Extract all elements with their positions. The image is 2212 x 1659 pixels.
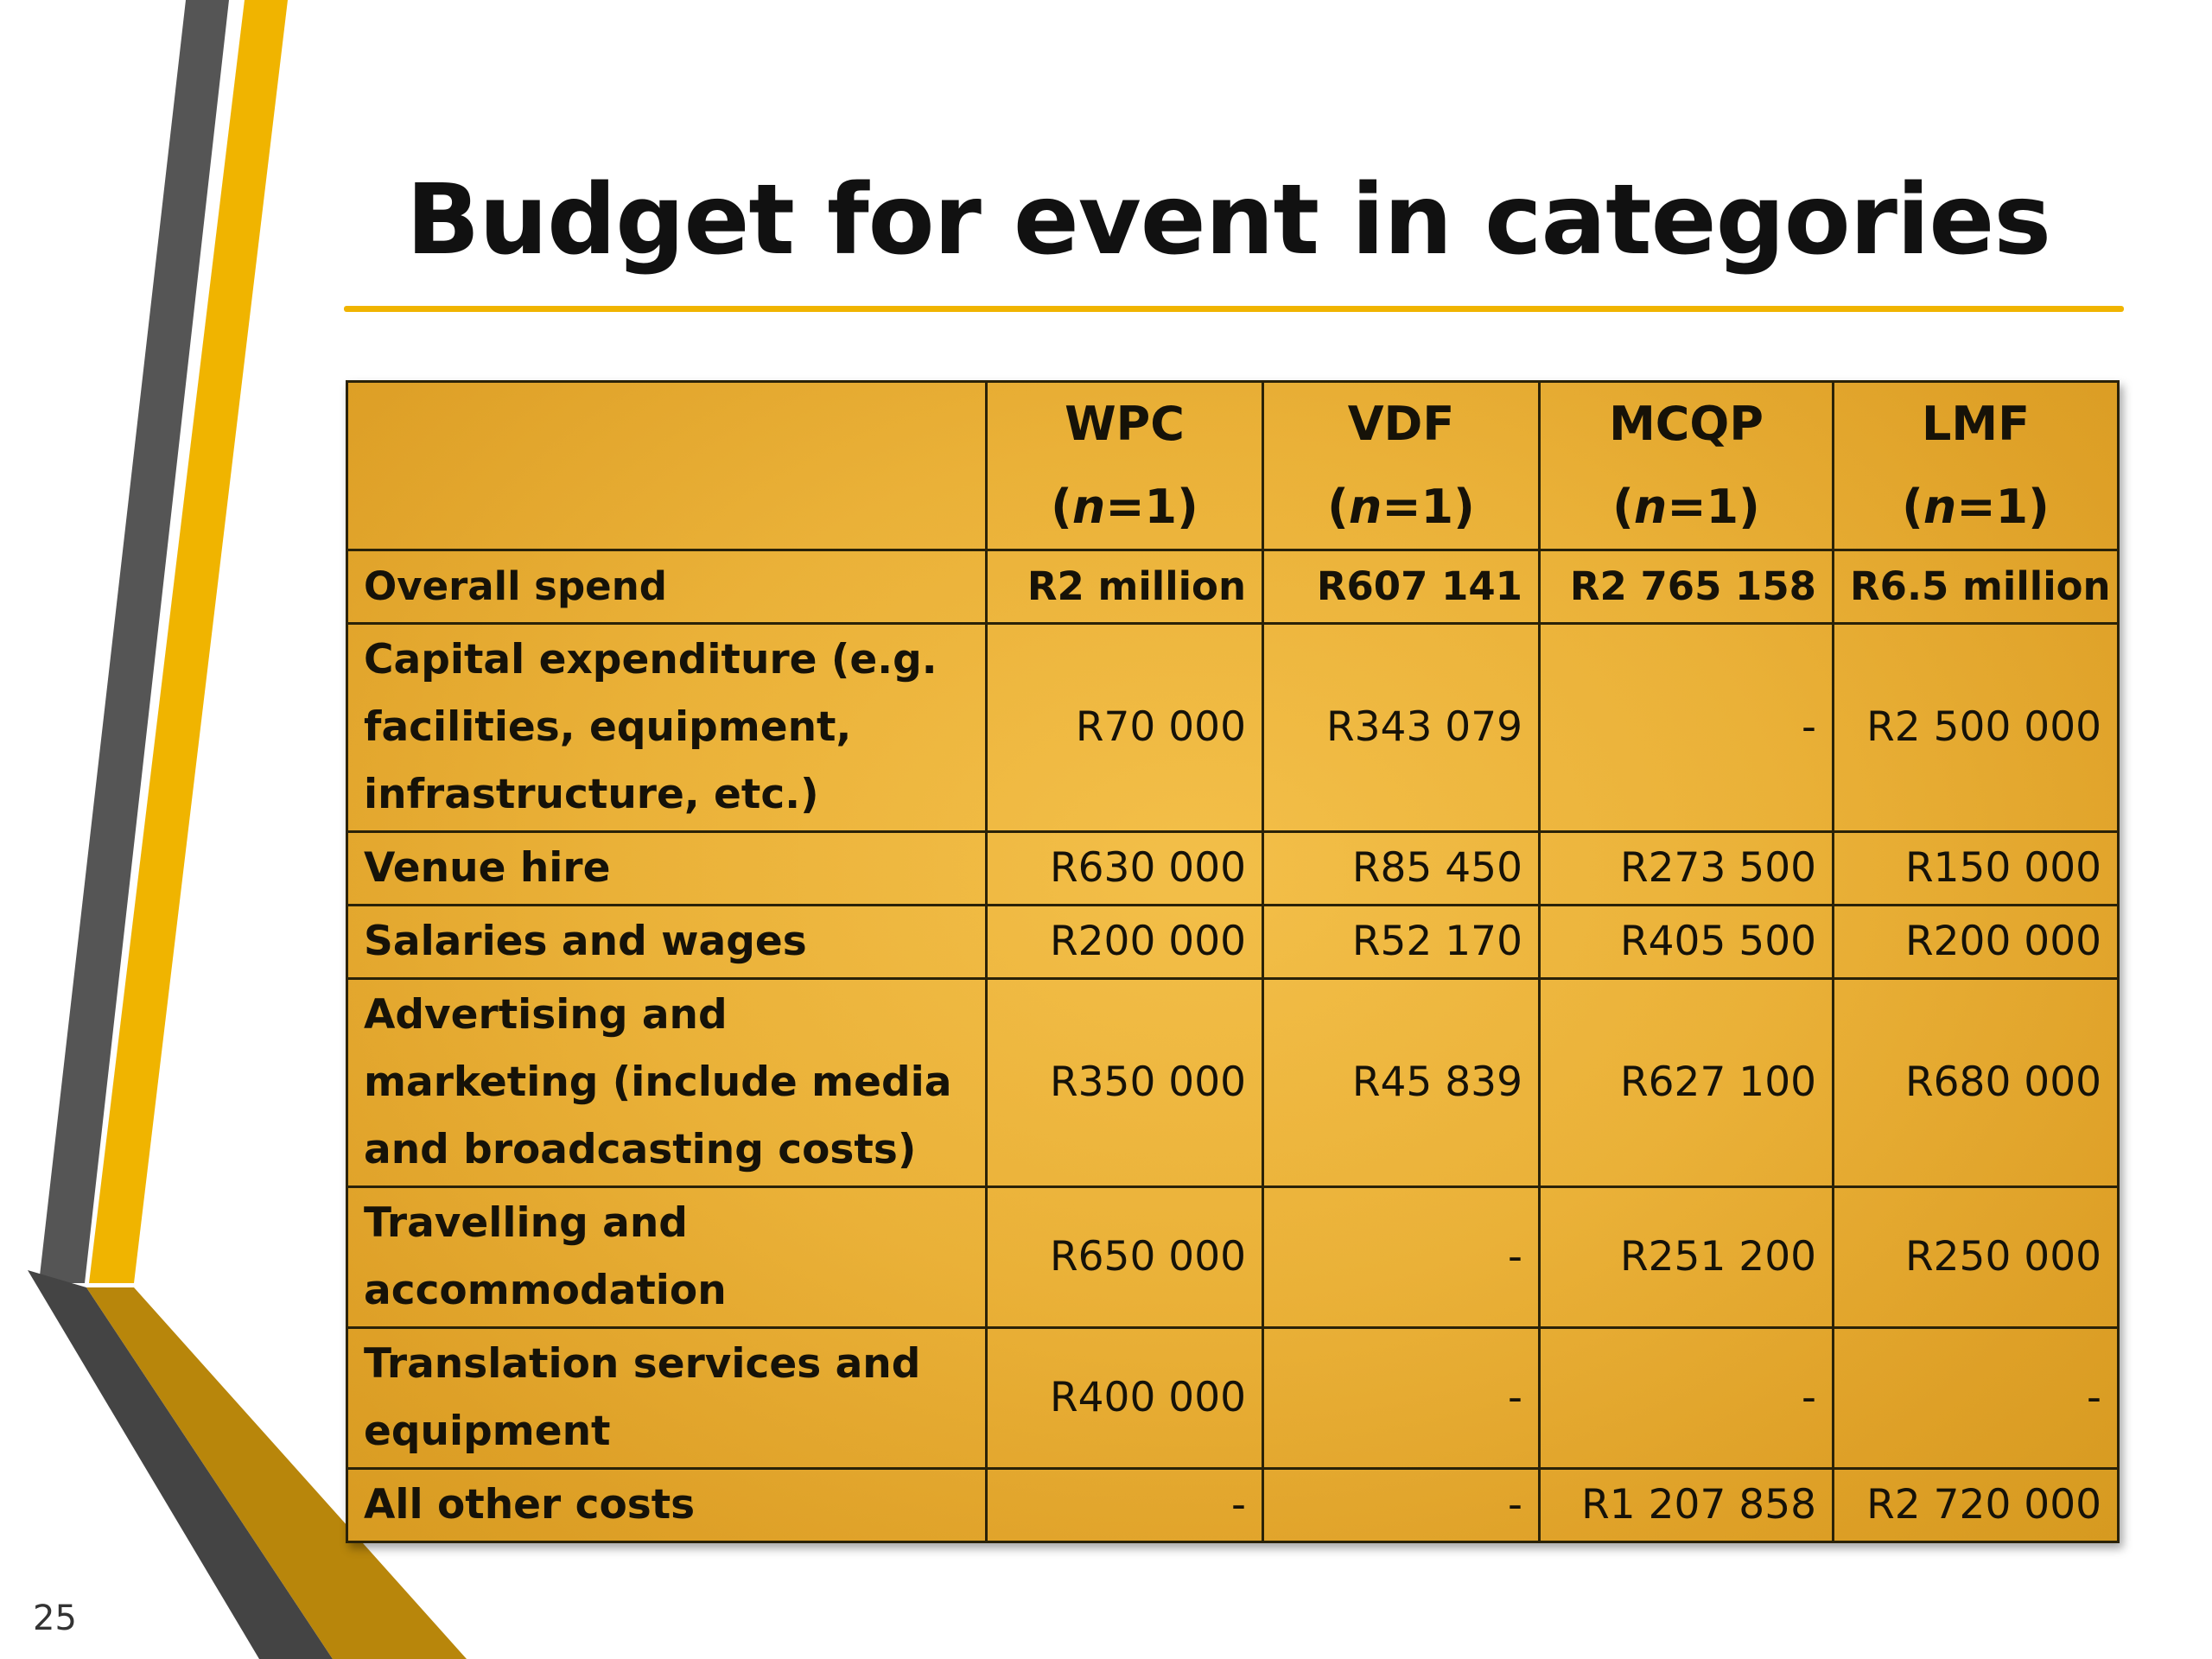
- header-row: [347, 382, 2119, 550]
- cell-value: -: [1263, 1187, 1540, 1328]
- column-name: LMF: [1921, 397, 2031, 451]
- row-label: Translation services and equipment: [347, 1328, 987, 1469]
- cell-value: -: [1263, 1328, 1540, 1469]
- cell-value: R70 000: [987, 624, 1263, 832]
- cell-value: R405 500: [1540, 906, 1834, 979]
- cell-value: R2 720 000: [1834, 1469, 2119, 1542]
- table-row-translation-services: [347, 1328, 2119, 1469]
- row-label: Advertising and marketing (include media and broadcasting costs): [347, 979, 987, 1187]
- column-sample-size: (n=1): [1902, 480, 2050, 534]
- cell-value: R52 170: [1263, 906, 1540, 979]
- table-row-travelling-and-accommodation: [347, 1187, 2119, 1328]
- column-sample-size: (n=1): [1051, 480, 1198, 534]
- cell-value: R680 000: [1834, 979, 2119, 1187]
- cell-value: R627 100: [1540, 979, 1834, 1187]
- header-cell-vdf: [1263, 382, 1540, 550]
- table-row-all-other-costs: [347, 1469, 2119, 1542]
- cell-value: -: [1540, 624, 1834, 832]
- header-cell-mcqp: [1540, 382, 1834, 550]
- cell-value: R1 207 858: [1540, 1469, 1834, 1542]
- cell-value: R650 000: [987, 1187, 1263, 1328]
- row-label: Venue hire: [347, 832, 987, 906]
- column-name: WPC: [1065, 397, 1185, 451]
- cell-value: R2 765 158: [1540, 550, 1834, 624]
- row-label: Travelling and accommodation: [347, 1187, 987, 1328]
- column-name: MCQP: [1609, 397, 1764, 451]
- column-sample-size: (n=1): [1612, 480, 1760, 534]
- row-label: Overall spend: [347, 550, 987, 624]
- page-number: 25: [33, 1599, 77, 1638]
- table-row-salaries-and-wages: [347, 906, 2119, 979]
- cell-value: R273 500: [1540, 832, 1834, 906]
- cell-value: R2 500 000: [1834, 624, 2119, 832]
- cell-value: R85 450: [1263, 832, 1540, 906]
- cell-value: R630 000: [987, 832, 1263, 906]
- cell-value: -: [1263, 1469, 1540, 1542]
- table-row-capital-expenditure: [347, 624, 2119, 832]
- title-underline: [344, 306, 2124, 312]
- cell-value: R343 079: [1263, 624, 1540, 832]
- table-row-advertising-and-marketing: [347, 979, 2119, 1187]
- cell-value: R350 000: [987, 979, 1263, 1187]
- cell-value: R200 000: [987, 906, 1263, 979]
- header-corner-cell: [347, 382, 987, 550]
- cell-value: R2 million: [987, 550, 1263, 624]
- cell-value: -: [1540, 1328, 1834, 1469]
- cell-value: -: [987, 1469, 1263, 1542]
- header-cell-wpc: [987, 382, 1263, 550]
- table-row-overall-spend: [347, 550, 2119, 624]
- row-label: Salaries and wages: [347, 906, 987, 979]
- slide-title: Budget for event in categories: [406, 164, 2050, 276]
- cell-value: R200 000: [1834, 906, 2119, 979]
- cell-value: R6.5 million: [1834, 550, 2119, 624]
- table-row-venue-hire: [347, 832, 2119, 906]
- budget-table: [346, 380, 2120, 1543]
- cell-value: R150 000: [1834, 832, 2119, 906]
- row-label: All other costs: [347, 1469, 987, 1542]
- row-label: Capital expenditure (e.g. facilities, equipment, infrastructure, etc.): [347, 624, 987, 832]
- cell-value: R607 141: [1263, 550, 1540, 624]
- header-cell-lmf: [1834, 382, 2119, 550]
- cell-value: R400 000: [987, 1328, 1263, 1469]
- cell-value: R251 200: [1540, 1187, 1834, 1328]
- column-name: VDF: [1347, 397, 1455, 451]
- cell-value: -: [1834, 1328, 2119, 1469]
- column-sample-size: (n=1): [1327, 480, 1475, 534]
- cell-value: R250 000: [1834, 1187, 2119, 1328]
- cell-value: R45 839: [1263, 979, 1540, 1187]
